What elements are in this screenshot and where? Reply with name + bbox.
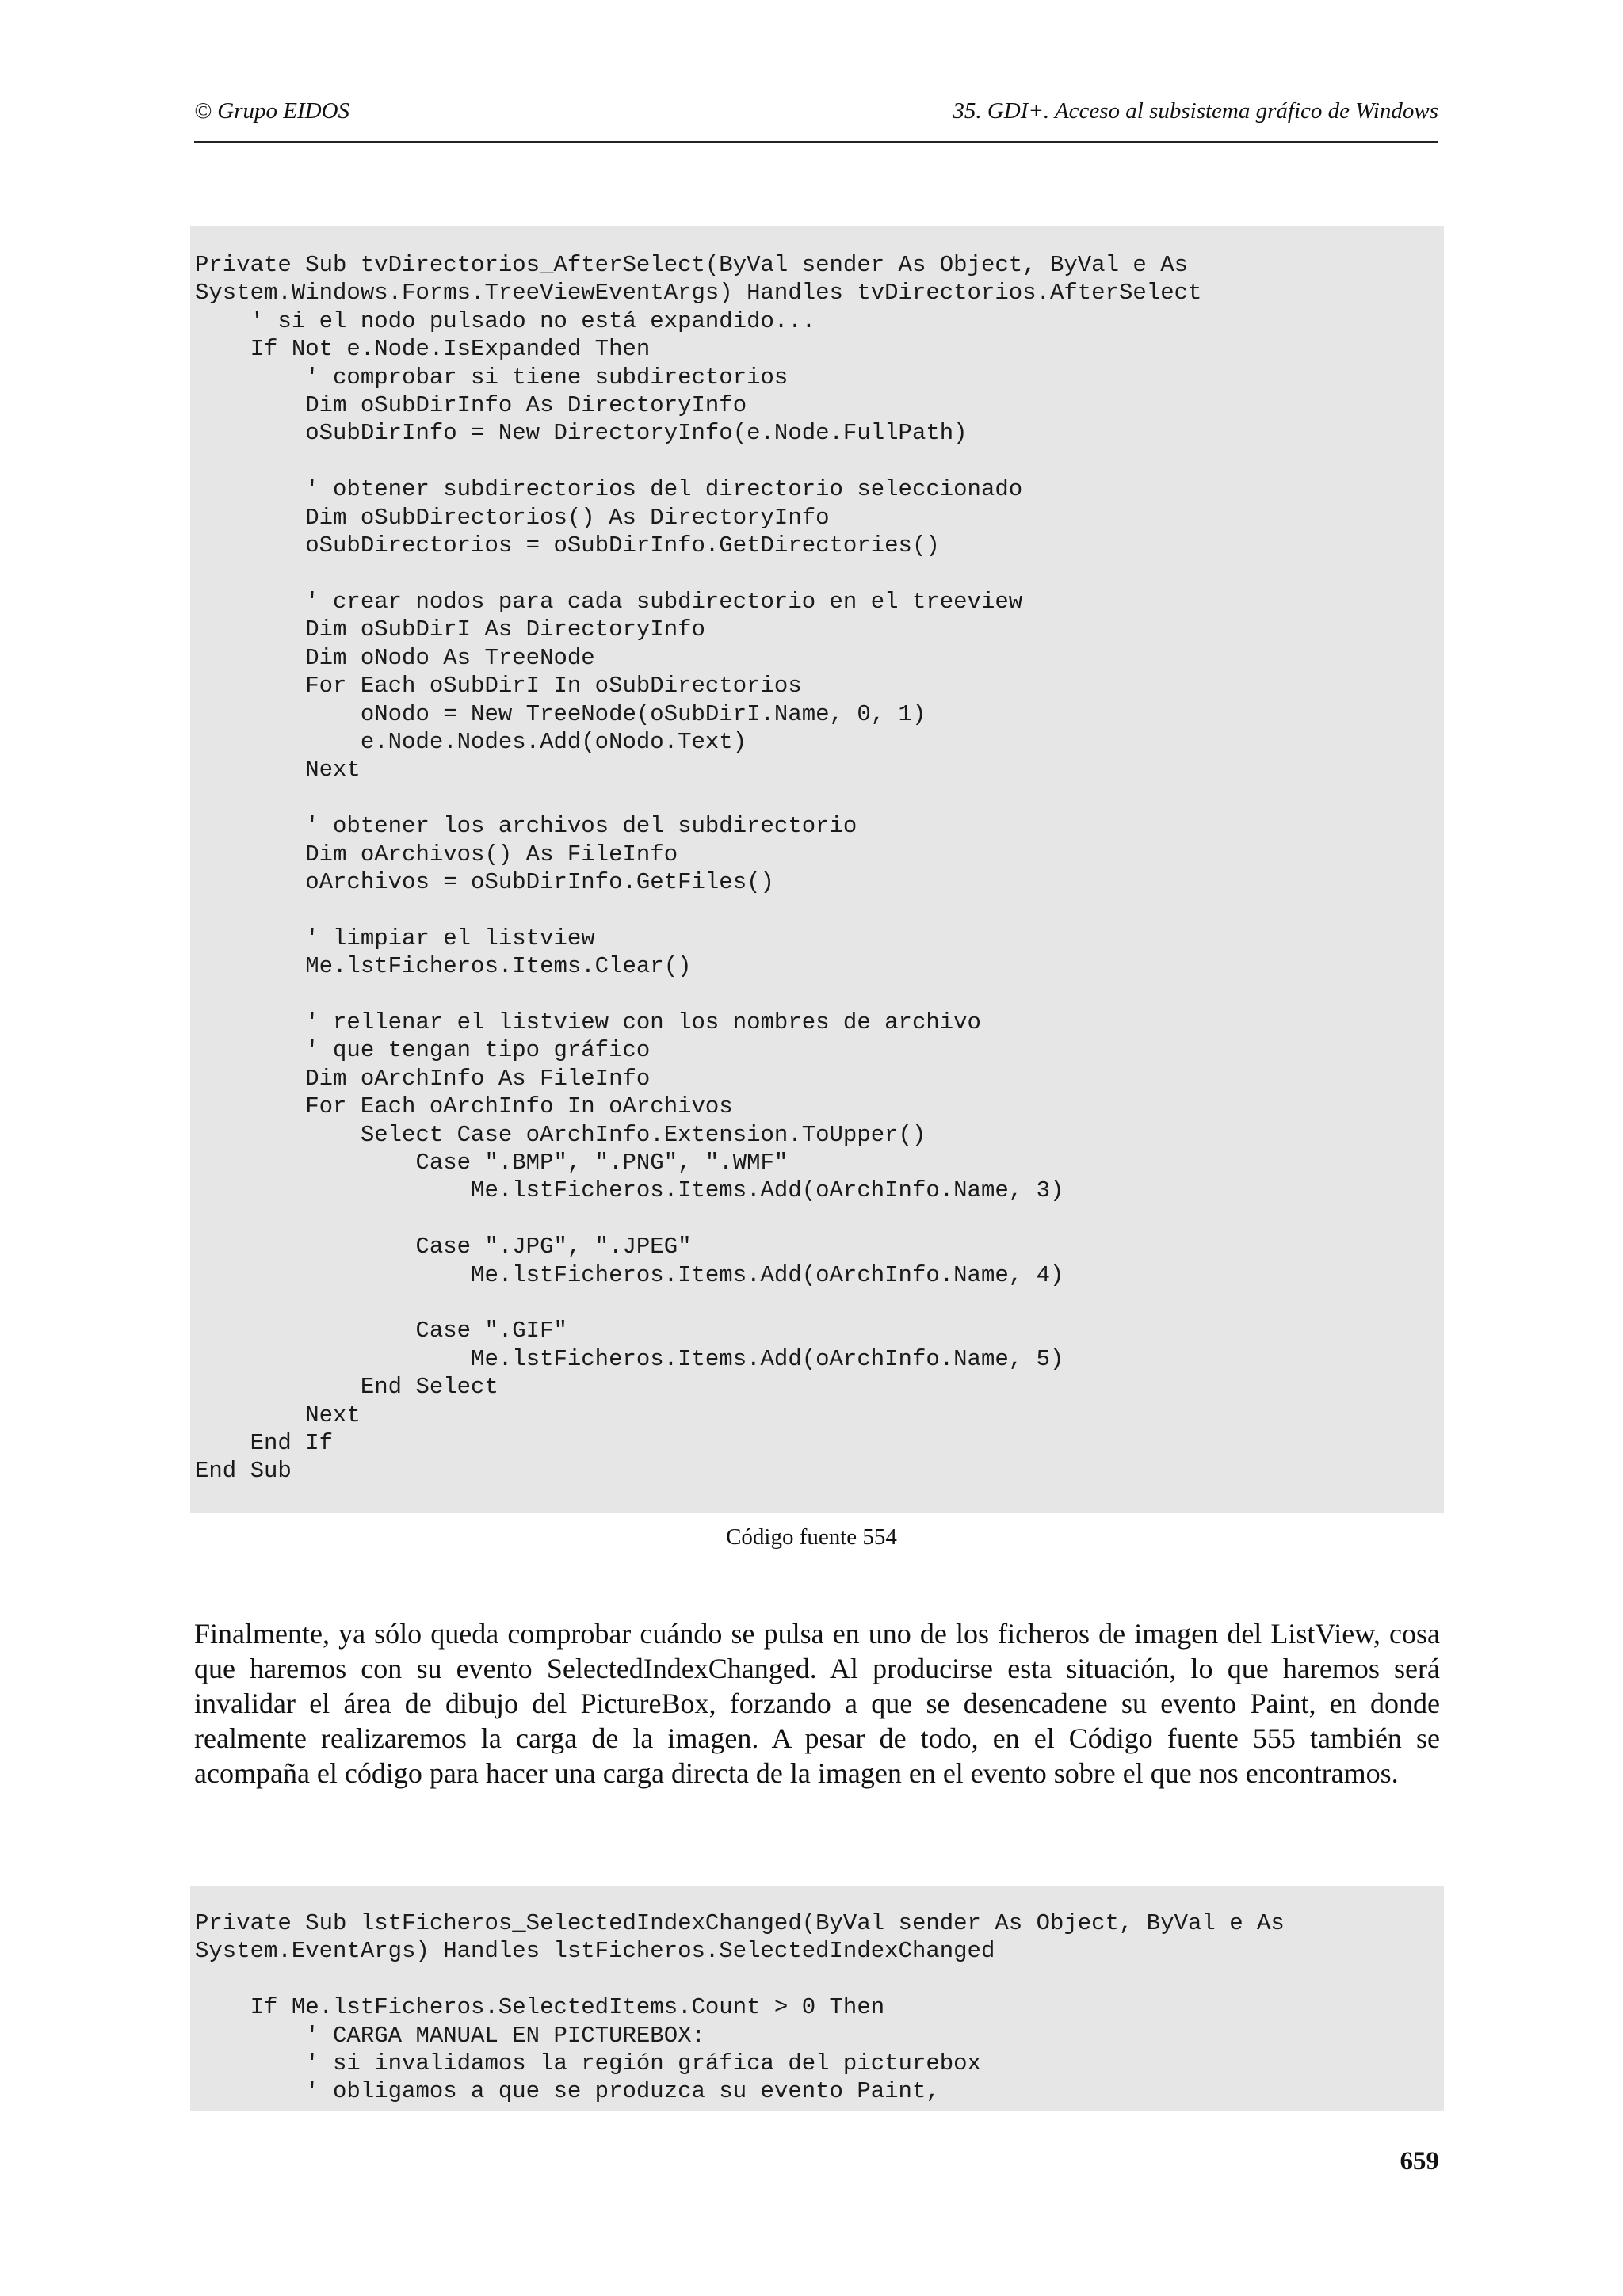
code-line: Dim oNodo As TreeNode (195, 644, 595, 671)
code-line: Dim oSubDirectorios() As DirectoryInfo (195, 504, 830, 531)
code-line: End Sub (195, 1458, 292, 1485)
code-line: Private Sub lstFicheros_SelectedIndexChanged(ByVal sender As Object, ByVal e As (195, 1910, 1285, 1936)
code-line: e.Node.Nodes.Add(oNodo.Text) (195, 728, 747, 755)
code-line: Case ".GIF" (195, 1318, 567, 1344)
code-line: Dim oArchivos() As FileInfo (195, 841, 678, 868)
code-line: oSubDirectorios = oSubDirInfo.GetDirectories() (195, 532, 940, 559)
code-line: System.EventArgs) Handles lstFicheros.SelectedIndexChanged (195, 1938, 995, 1965)
code-line: Me.lstFicheros.Items.Add(oArchInfo.Name, 3) (195, 1177, 1064, 1204)
code-line: Select Case oArchInfo.Extension.ToUpper() (195, 1121, 926, 1148)
code-line: End If (195, 1430, 334, 1457)
code-line: System.Windows.Forms.TreeViewEventArgs) Handles tvDirectorios.AfterSelect (195, 280, 1202, 307)
code-line: ' comprobar si tiene subdirectorios (195, 364, 789, 391)
code-line: Next (195, 1402, 361, 1428)
code-line: ' crear nodos para cada subdirectorio en el treeview (195, 588, 1023, 615)
code-line: Me.lstFicheros.Items.Add(oArchInfo.Name, 5) (195, 1345, 1064, 1372)
code-line: Dim oArchInfo As FileInfo (195, 1065, 651, 1092)
code-line: ' CARGA MANUAL EN PICTUREBOX: (195, 2022, 705, 2049)
code-line: Case ".JPG", ".JPEG" (195, 1234, 692, 1261)
code-line: ' obligamos a que se produzca su evento Paint, (195, 2078, 940, 2105)
code-line: ' que tengan tipo gráfico (195, 1037, 651, 1064)
code-line: ' si invalidamos la región gráfica del picturebox (195, 2050, 981, 2077)
code-line: oSubDirInfo = New DirectoryInfo(e.Node.FullPath) (195, 420, 968, 447)
code-line: Dim oSubDirI As DirectoryInfo (195, 616, 705, 643)
code-line: Dim oSubDirInfo As DirectoryInfo (195, 392, 747, 419)
code-caption: Código fuente 554 (726, 1524, 897, 1550)
header-chapter-title: 35. GDI+. Acceso al subsistema gráfico de Windows (953, 98, 1438, 124)
code-line: ' obtener los archivos del subdirectorio (195, 813, 857, 840)
code-line: Private Sub tvDirectorios_AfterSelect(ByVal sender As Object, ByVal e As (195, 252, 1189, 278)
page-number: 659 (1400, 2147, 1439, 2176)
code-listing-554 (190, 226, 1444, 1513)
code-line: Me.lstFicheros.Items.Clear() (195, 953, 692, 980)
code-line: If Not e.Node.IsExpanded Then (195, 336, 651, 363)
code-line: Me.lstFicheros.Items.Add(oArchInfo.Name, 4) (195, 1261, 1064, 1288)
code-line: For Each oSubDirI In oSubDirectorios (195, 673, 802, 700)
code-line: ' rellenar el listview con los nombres de archivo (195, 1009, 981, 1035)
code-line: oNodo = New TreeNode(oSubDirI.Name, 0, 1) (195, 700, 926, 727)
code-line: Case ".BMP", ".PNG", ".WMF" (195, 1150, 789, 1176)
code-line: ' si el nodo pulsado no está expandido... (195, 307, 816, 334)
code-line: End Select (195, 1374, 498, 1401)
code-listing-555-text (195, 1909, 1444, 2106)
header-publisher: © Grupo EIDOS (194, 98, 350, 124)
code-line: ' obtener subdirectorios del directorio seleccionado (195, 476, 1023, 503)
code-listing-555 (190, 1886, 1444, 2111)
code-line: ' limpiar el listview (195, 925, 595, 952)
code-line: Next (195, 757, 361, 784)
code-line: For Each oArchInfo In oArchivos (195, 1093, 733, 1120)
running-header (194, 93, 1438, 143)
code-line: If Me.lstFicheros.SelectedItems.Count > 0 Then (195, 1994, 885, 2021)
code-listing-554-text (195, 251, 1444, 1486)
body-paragraph: Finalmente, ya sólo queda comprobar cuándo se pulsa en uno de los ficheros de imagen del ListView, cosa que haremos con su evento SelectedIndexChanged. Al producirse esta situación, lo que haremos será invalidar el área de dibujo del PictureBox, forzando a que se desencadene su evento Paint, en donde realmente realizaremos la carga de la imagen. A pesar de todo, en el Código fuente 555 también se acompaña el código para hacer una carga directa de la imagen en el evento sobre el que nos encontramos. (194, 1618, 1440, 1789)
code-line: oArchivos = oSubDirInfo.GetFiles() (195, 868, 774, 895)
